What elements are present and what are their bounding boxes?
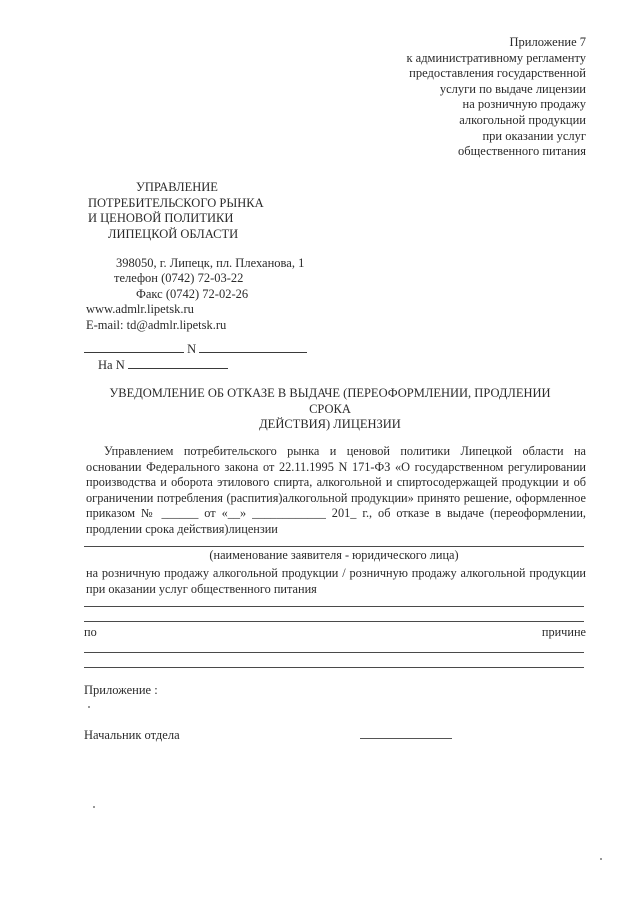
attachment-label: Приложение :	[84, 683, 158, 697]
appendix-line: на розничную продажу	[462, 97, 586, 112]
appendix-line: при оказании услуг	[482, 128, 586, 143]
appendix-line: Приложение 7	[509, 35, 586, 49]
organization-name	[88, 180, 264, 242]
number-label: N	[187, 342, 197, 356]
reference-blank	[128, 356, 228, 369]
applicant-name-line	[84, 546, 584, 547]
scan-speck	[93, 806, 95, 808]
notice-paragraph: Управлением потребительского рынка и ценовой политики Липецкой области на основании Федерального закона от 22.11.1995 N 171-ФЗ «О государственном регулировании производства и оборота этилового спирта, алкогольной и спиртосодержащей продукции и об ограничении потребления (распития)алкогольной продукции» принято решение, оформленное приказом № ______ от «__» ____________ 201_ г., об отказе в выдаче (переоформлении, продлении срока действия)лицензии	[86, 444, 586, 536]
appendix-line: алкогольной продукции	[459, 112, 586, 127]
date-blank	[84, 340, 184, 353]
website: www.admlr.lipetsk.ru	[86, 302, 194, 317]
phone: телефон (0742) 72-03-22	[114, 271, 244, 286]
appendix-line: услуги по выдаче лицензии	[439, 81, 586, 96]
org-line: УПРАВЛЕНИЕ	[136, 180, 218, 194]
reason-suffix: причине	[541, 625, 586, 639]
appendix-line: к административному регламенту	[406, 50, 586, 65]
title-line: ДЕЙСТВИЯ) ЛИЦЕНЗИИ	[259, 417, 401, 431]
document-number-block	[84, 340, 307, 372]
number-blank	[199, 340, 307, 353]
document-title	[80, 386, 580, 433]
reason-row	[84, 625, 586, 640]
blank-line	[84, 667, 584, 668]
reference-label: На N	[98, 358, 125, 372]
applicant-caption: (наименование заявителя - юридического лица)	[209, 548, 459, 562]
license-type-text: на розничную продажу алкогольной продукции / розничную продажу алкогольной продукции при оказании услуг общественного питания	[86, 566, 586, 596]
address: 398050, г. Липецк, пл. Плеханова, 1	[116, 256, 305, 270]
reason-prefix: по	[84, 625, 97, 639]
blank-line	[84, 606, 584, 607]
title-line: УВЕДОМЛЕНИЕ ОБ ОТКАЗЕ В ВЫДАЧЕ (ПЕРЕОФОРМЛЕНИИ, ПРОДЛЕНИИ	[109, 386, 551, 400]
appendix-header	[406, 35, 586, 160]
org-line: ЛИПЕЦКОЙ ОБЛАСТИ	[108, 226, 239, 241]
email: E-mail: td@admlr.lipetsk.ru	[86, 317, 227, 332]
organization-contacts	[86, 256, 304, 333]
scan-speck	[88, 706, 90, 708]
appendix-line: общественного питания	[458, 144, 586, 159]
blank-line	[84, 621, 584, 622]
fax: Факс (0742) 72-02-26	[136, 286, 249, 301]
title-line: СРОКА	[309, 401, 351, 416]
signature-line	[360, 738, 452, 739]
blank-line	[84, 652, 584, 653]
department-head-label: Начальник отдела	[84, 728, 180, 742]
scan-speck	[600, 858, 602, 860]
notice-body	[86, 444, 586, 538]
org-line: И ЦЕНОВОЙ ПОЛИТИКИ	[88, 211, 234, 225]
appendix-line: предоставления государственной	[409, 66, 586, 81]
org-line: ПОТРЕБИТЕЛЬСКОГО РЫНКА	[88, 195, 264, 210]
